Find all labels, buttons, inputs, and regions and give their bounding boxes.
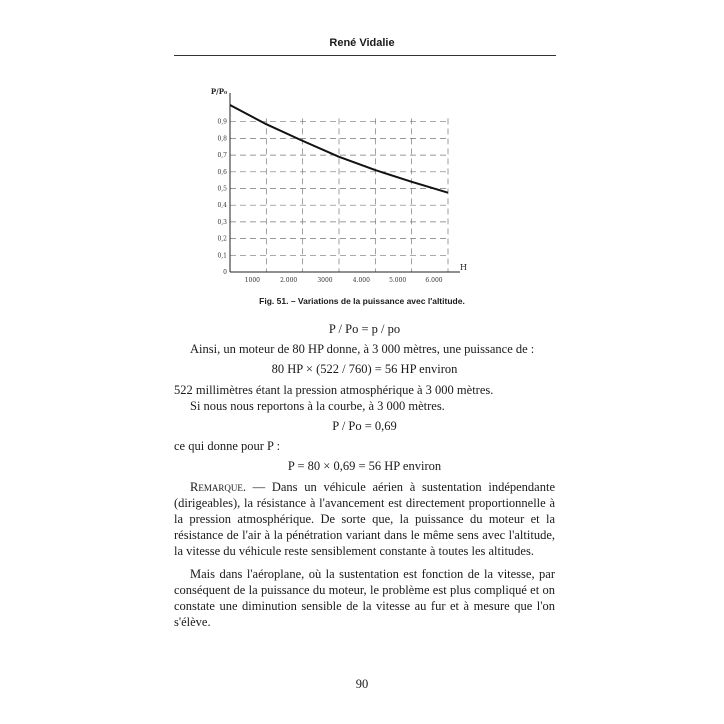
x-tick-label: 4.000 xyxy=(352,277,370,284)
remarque-text: — Dans un véhicule aérien à sustentation indépendante (dirigeables), la résistance à l'avancement est directement proportionnelle à la pression atmosphérique. De sorte que, la puissance du moteur et la résistance de l'air à la pénétration variant dans le même sens avec l'altitude, la vitesse du véhicule reste sensiblement constante à toutes les altitudes. xyxy=(174,479,555,559)
y-tick-label: 0,3 xyxy=(217,218,227,226)
x-tick-label: 3000 xyxy=(317,277,333,284)
y-tick-label: 0,5 xyxy=(217,185,227,193)
body-text xyxy=(174,317,555,630)
x-tick-label: 2.000 xyxy=(280,277,298,284)
y-tick-label: 0,6 xyxy=(217,168,227,176)
paragraph-aeroplane: Mais dans l'aéroplane, où la sustentation est fonction de la vitesse, par conséquent de la puissance du moteur, le problème est plus compliqué et on constate une diminution sensible de la vitesse au fur et à mesure que l'on s'élève. xyxy=(174,566,555,630)
y-tick-label: 0,7 xyxy=(217,152,227,160)
x-tick-label: 1000 xyxy=(244,277,260,284)
chart-axes xyxy=(230,93,460,272)
equation-power-calc: 80 HP × (522 / 760) = 56 HP environ xyxy=(271,362,458,377)
y-tick-label: 0,4 xyxy=(217,202,227,210)
y-tick-label: 0,9 xyxy=(217,118,227,126)
y-tick-label: 0,1 xyxy=(217,252,227,260)
equation-result: P = 80 × 0,69 = 56 HP environ xyxy=(287,459,442,474)
y-tick-label: 0,2 xyxy=(217,235,227,243)
running-header: René Vidalie xyxy=(329,37,395,49)
paragraph-pressure: 522 millimètres étant la pression atmosphérique à 3 000 mètres. xyxy=(174,382,494,397)
figure-caption: Fig. 51. – Variations de la puissance avec l'altitude. xyxy=(259,296,465,306)
paragraph-example: Ainsi, un moteur de 80 HP donne, à 3 000 mètres, une puissance de : xyxy=(190,342,535,357)
chart-grid xyxy=(230,118,448,272)
remarque-label: Remarque. xyxy=(190,479,246,494)
chart-ticks xyxy=(217,119,442,284)
x-tick-label: 5.000 xyxy=(389,277,407,284)
y-tick-label: 0 xyxy=(223,269,227,276)
equation-ratio-value: P / Po = 0,69 xyxy=(332,419,397,434)
paragraph-remarque xyxy=(174,479,555,560)
header-rule xyxy=(174,55,556,56)
page-number: 90 xyxy=(355,677,369,691)
paragraph-curve: Si nous nous reportons à la courbe, à 3 000 mètres. xyxy=(190,398,445,413)
equation-ratio: P / Po = p / po xyxy=(328,322,401,336)
y-axis-label: P/P₀ xyxy=(210,87,228,96)
x-axis-label: H xyxy=(460,263,467,272)
altitude-power-chart xyxy=(190,80,490,290)
x-tick-label: 6.000 xyxy=(425,277,443,284)
y-tick-label: 0,8 xyxy=(217,135,227,143)
paragraph-result-intro: ce qui donne pour P : xyxy=(174,439,281,454)
